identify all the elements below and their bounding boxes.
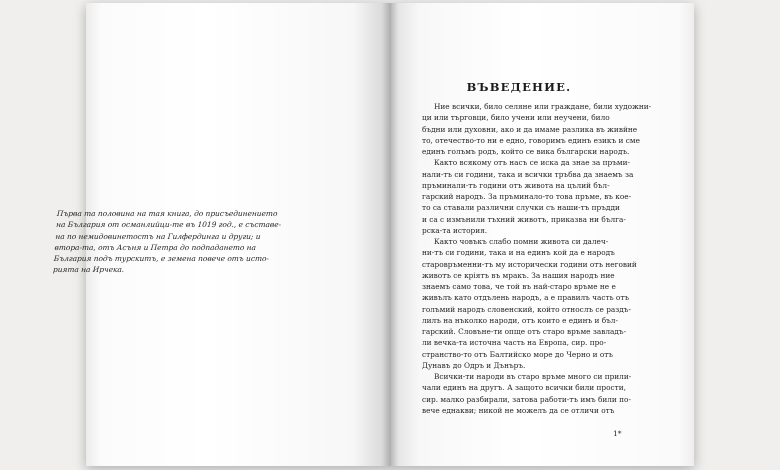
body-line: Както човъкъ слабо помни живота си далеч-	[434, 237, 609, 246]
body-line: Дунавъ до Одръ и Дънъръ.	[422, 360, 526, 370]
left-note-line: България подъ турскитъ, е земена повече отъ исто-	[53, 254, 270, 264]
body-line: то са ставали различни случки съ наши-тъ пръдди	[422, 203, 620, 213]
body-line: пръминали-тъ години отъ живота на цълий бъл-	[422, 180, 610, 190]
body-line: вече еднакви; никой не можелъ да се отличи отъ	[422, 405, 615, 415]
body-line: Ние всички, било селяне или граждане, били художни-	[434, 102, 652, 111]
body-line: гарский. Словъне-ти опще отъ старо връме завладъ-	[422, 327, 627, 336]
right-page-body	[422, 101, 654, 416]
body-line: Както всякому отъ насъ се иска да знае за пръми-	[434, 158, 630, 168]
sheet-signature-mark: 1*	[613, 429, 622, 438]
body-line: ни-тъ си години, така и на единъ кой да е народъ	[422, 248, 615, 258]
body-line: нали-тъ си години, така и всички тръбва да знаемъ за	[422, 169, 634, 179]
body-line: и са с измънили тъхний животъ, приказва ни бълга-	[422, 214, 626, 224]
body-line: единъ голъмъ родъ, който се вика български народъ.	[422, 147, 630, 156]
chapter-heading: ВЪВЕДЕНИЕ.	[466, 80, 572, 94]
body-line: ци или търговци, било учени или неучени, било	[422, 113, 610, 123]
body-line: рска-та история.	[422, 225, 488, 235]
body-line: гарский народъ. За пръминало-то това пръме, въ кое-	[422, 192, 632, 201]
body-line: то, отечество-то ни е едно, говоримъ единъ езикъ и сме	[422, 135, 640, 145]
body-line: ли вечка-та источна часть на Европа, сир. про-	[422, 338, 607, 348]
left-note-line: Първа та половина на тая книга, до присъединението	[56, 209, 278, 218]
body-line: лилъ на нъколко народи, отъ които е единъ и бъл-	[422, 315, 618, 325]
body-line: странство-то отъ Балтийско море до Черно и отъ	[422, 349, 613, 359]
body-line: старовръменни-тъ му исторически години отъ неговий	[422, 259, 637, 269]
body-line: голъмий народъ словенский, който относлъ се раздъ-	[422, 304, 631, 314]
body-line: сир. малко разбирали, затова работи-тъ имъ били по-	[422, 394, 631, 404]
book-gutter	[382, 3, 398, 466]
body-line: чали единъ на другъ. А защото всички били прости,	[422, 383, 626, 393]
body-line: Всички-ти народи въ старо връме много си прили-	[434, 372, 632, 381]
body-line: живълъ като отдълень народъ, а е правилъ часть отъ	[422, 293, 630, 303]
left-page-note	[52, 208, 282, 276]
left-note-line: втора-та, отъ Асъня и Петра до подпадането на	[54, 242, 257, 252]
left-note-line: на България от османлийци-те въ 1019 год., е съставе-	[55, 220, 282, 230]
left-note-line: рията на Ирчека.	[52, 265, 125, 275]
left-note-line: на по немидовинетостъ на Гилфердинга и други; и	[55, 231, 261, 241]
body-line: знаемъ само това, че той въ най-старо връме не е	[422, 282, 616, 291]
body-line: бъдни или духовни, ако и да имаме разлика въ живйне	[422, 124, 638, 134]
body-line: животъ се кріятъ въ мракъ. За нашия народъ ние	[422, 270, 615, 280]
